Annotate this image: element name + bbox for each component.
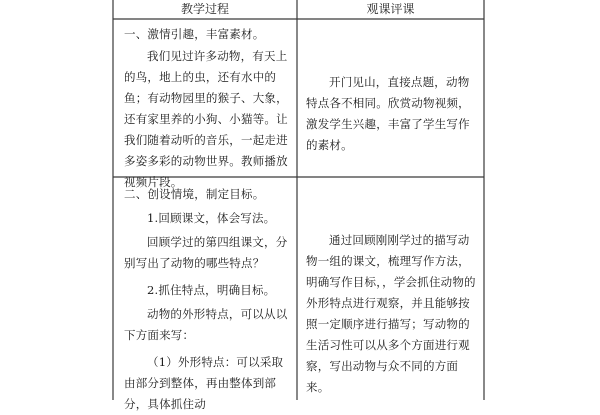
section2-item2-body: 动物的外形特点，可以从以下方面来写：: [124, 307, 288, 342]
section1-body: 我们见过许多动物，有天上的鸟，地上的虫，还有水中的鱼；有动物园里的猴子、大象，还有家里养的小狗、小猫等。让我们随着动听的音乐，一起走进多姿多彩的动物世界。教师播放视频片段。: [124, 49, 288, 189]
section1-comment: 开门见山，直接点题，动物特点各不相同。欣赏动物视频，激发学生兴趣，丰富了学生写作的素材。: [306, 75, 470, 152]
section2-comment: 通过回顾刚刚学过的描写动物一组的课文，梳理写作方法，明确写作目标，，学会抓住动物的外形特点进行观察，并且能够按照一定顺序进行描写；写动物的生活习性可以从多个方面进行观察，写出动物与众不同的方面来。: [306, 233, 476, 394]
section2-item2: 2.抓住特点，明确目标。: [147, 283, 276, 297]
header-evaluation: 观课评课: [366, 2, 415, 16]
section2-item2-detail: （1）外形特点：可以采取由部分到整体，再由整体到部分，具体抓住动: [124, 355, 284, 411]
section2-item1: 1.回顾课文，体会写法。: [147, 211, 276, 225]
header-process: 教学过程: [180, 2, 229, 16]
section2-item1-body: 回顾学过的第四组课文，分别写出了动物的哪些特点？: [124, 235, 288, 270]
section2-heading: 二、创设情境，制定目标。: [124, 187, 265, 201]
section1-heading: 一、激情引趣，丰富素材。: [124, 27, 265, 41]
